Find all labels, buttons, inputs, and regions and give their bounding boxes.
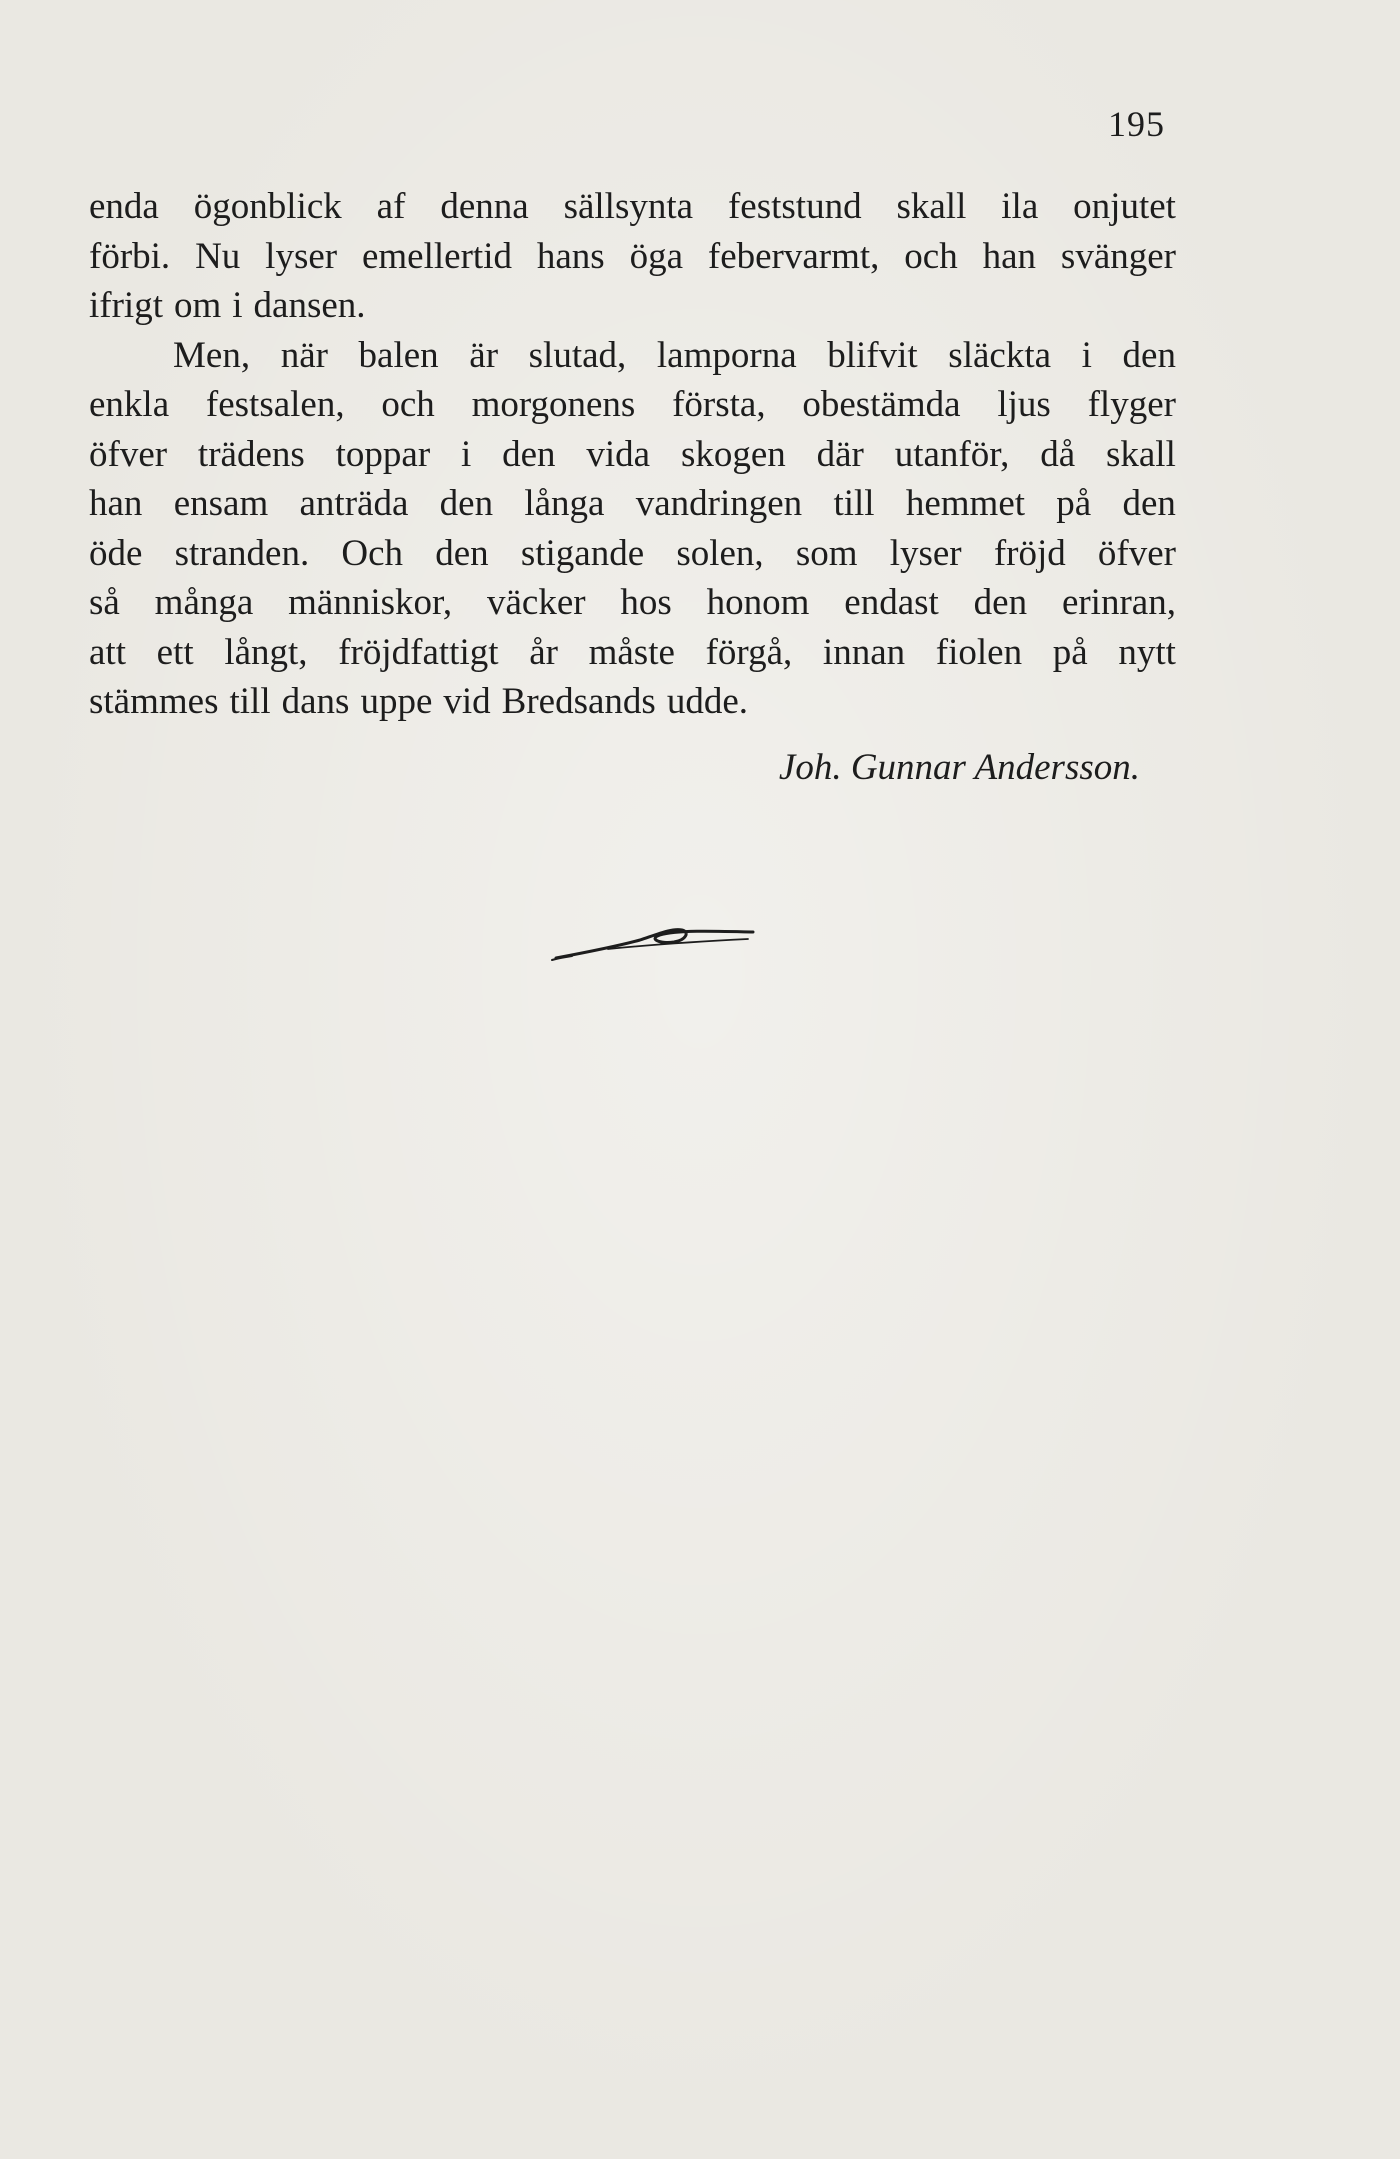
word: Och bbox=[341, 532, 404, 574]
word: solen, bbox=[676, 532, 764, 574]
word: Nu bbox=[195, 235, 241, 277]
word: är bbox=[469, 334, 499, 376]
word: när bbox=[280, 334, 328, 376]
text-line bbox=[89, 380, 1176, 430]
word: i bbox=[1081, 334, 1092, 376]
word: erinran, bbox=[1061, 582, 1176, 623]
word: denna bbox=[440, 186, 529, 227]
word: ifrigt bbox=[89, 285, 163, 326]
page-number: 195 bbox=[1108, 104, 1165, 144]
body-text bbox=[89, 182, 1176, 727]
word: dansen. bbox=[253, 285, 366, 326]
word: på bbox=[1052, 631, 1088, 673]
author-signature: Joh. Gunnar Andersson. bbox=[778, 747, 1140, 788]
word: som bbox=[795, 532, 858, 574]
word: enda bbox=[89, 186, 159, 227]
word: lamporna bbox=[656, 334, 797, 376]
word: hemmet bbox=[905, 483, 1026, 524]
text-line bbox=[89, 578, 1176, 628]
word: människor, bbox=[288, 582, 453, 623]
word: i bbox=[232, 285, 243, 326]
word: den bbox=[1122, 483, 1176, 524]
word: hans bbox=[536, 235, 605, 277]
word: sällsynta bbox=[563, 186, 694, 227]
word: festsalen, bbox=[205, 384, 345, 425]
word: stämmes bbox=[89, 681, 219, 722]
word: balen bbox=[358, 334, 439, 376]
text-line bbox=[89, 430, 1176, 480]
word: Men, bbox=[173, 334, 251, 376]
word: stigande bbox=[520, 532, 645, 574]
text-line bbox=[89, 677, 1176, 727]
word: fröjd bbox=[993, 532, 1066, 574]
word: fiolen bbox=[935, 631, 1023, 673]
word: trädens bbox=[197, 433, 305, 475]
word: att bbox=[89, 631, 126, 673]
word: Bredsands bbox=[501, 681, 656, 722]
word: honom bbox=[706, 582, 810, 623]
text-line bbox=[89, 628, 1176, 678]
word: vid bbox=[443, 681, 491, 722]
word: så bbox=[89, 582, 120, 623]
word: innan bbox=[822, 631, 906, 673]
word: den bbox=[435, 532, 489, 574]
word: nytt bbox=[1118, 631, 1176, 673]
word: feststund bbox=[727, 186, 862, 227]
word: skall bbox=[1105, 433, 1176, 475]
word: emellertid bbox=[361, 235, 512, 277]
word: många bbox=[154, 582, 254, 623]
word: och bbox=[381, 384, 435, 425]
word: ögonblick bbox=[193, 186, 342, 227]
text-line bbox=[89, 182, 1176, 232]
word: på bbox=[1056, 483, 1092, 524]
word: ett bbox=[156, 631, 194, 673]
word: anträda bbox=[299, 483, 409, 524]
show-through-from-reverse bbox=[70, 800, 1180, 2070]
word: skogen bbox=[680, 433, 786, 475]
word: där bbox=[816, 433, 864, 475]
word: långa bbox=[524, 483, 605, 524]
word: toppar bbox=[335, 433, 431, 475]
word: uppe bbox=[360, 681, 433, 722]
text-line bbox=[89, 232, 1176, 282]
word: skall bbox=[896, 186, 967, 227]
word: första, bbox=[672, 384, 766, 425]
word: väcker bbox=[486, 582, 586, 623]
word: svänger bbox=[1060, 235, 1176, 277]
word: öga bbox=[629, 235, 683, 277]
word: öfver bbox=[1097, 532, 1176, 574]
word: den bbox=[1122, 334, 1176, 376]
word: lyser bbox=[265, 235, 338, 277]
text-line bbox=[89, 479, 1176, 529]
word: blifvit bbox=[827, 334, 918, 376]
text-line bbox=[89, 281, 1176, 331]
word: stranden. bbox=[174, 532, 310, 574]
word: år bbox=[529, 631, 558, 673]
word: ensam bbox=[173, 483, 269, 524]
word: hos bbox=[620, 582, 672, 623]
word: den bbox=[502, 433, 556, 475]
word: öfver bbox=[89, 433, 168, 475]
word: till bbox=[229, 681, 271, 722]
word: förgå, bbox=[705, 631, 793, 673]
word: ila bbox=[1001, 186, 1039, 227]
word: udde. bbox=[666, 681, 748, 722]
word: onjutet bbox=[1073, 186, 1176, 227]
word: lyser bbox=[889, 532, 962, 574]
word: förbi. bbox=[89, 235, 171, 277]
word: fröjdfattigt bbox=[338, 631, 499, 673]
word: han bbox=[89, 483, 143, 524]
word: utanför, bbox=[894, 433, 1010, 475]
word: enkla bbox=[89, 384, 170, 425]
word: i bbox=[461, 433, 472, 475]
word: och bbox=[904, 235, 958, 277]
word: långt, bbox=[224, 631, 308, 673]
word: morgonens bbox=[471, 384, 636, 425]
word: febervarmt, bbox=[707, 235, 880, 277]
word: vandringen bbox=[635, 483, 803, 524]
word: släckta bbox=[948, 334, 1052, 376]
word: han bbox=[982, 235, 1037, 277]
word: den bbox=[439, 483, 494, 524]
word: af bbox=[376, 186, 406, 227]
word: om bbox=[173, 285, 222, 326]
word: obestämda bbox=[802, 384, 961, 425]
word: flyger bbox=[1087, 384, 1176, 425]
word: till bbox=[833, 483, 875, 524]
word: vida bbox=[586, 433, 651, 475]
word: dans bbox=[281, 681, 350, 722]
word: måste bbox=[588, 631, 675, 673]
word: slutad, bbox=[528, 334, 627, 376]
text-line bbox=[89, 529, 1176, 579]
word: den bbox=[973, 582, 1028, 623]
text-line bbox=[89, 331, 1176, 381]
word: ljus bbox=[997, 384, 1051, 425]
word: då bbox=[1040, 433, 1076, 475]
word: öde bbox=[89, 532, 143, 574]
flourish-ornament-icon bbox=[548, 922, 758, 968]
word: endast bbox=[844, 582, 939, 623]
